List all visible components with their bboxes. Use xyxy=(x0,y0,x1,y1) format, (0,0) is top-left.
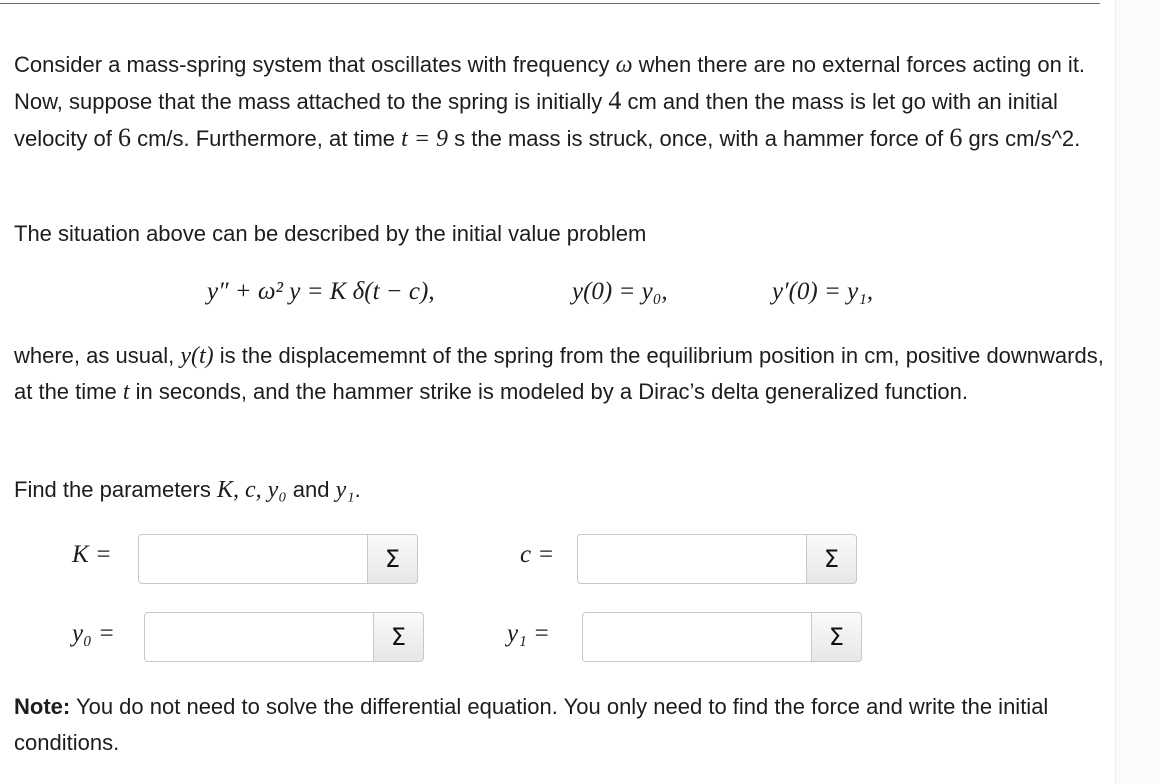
sigma-icon: Σ xyxy=(823,545,840,573)
initial-condition-y1: y′(0) = y₁, xyxy=(772,278,874,305)
k-sigma-button[interactable] xyxy=(368,534,418,584)
variable-description: where, as usual, y(t) is the displacememnt of the spring from the equilibrium position in cm, positive downwards, at the time t in seconds, and the hammer strike is modeled by a Dirac’s delta generalized function. xyxy=(14,343,1104,405)
initial-position-value: 4 xyxy=(608,86,622,115)
y0-sigma-button[interactable] xyxy=(374,612,424,662)
omega-symbol: ω xyxy=(615,52,633,78)
y1-label: y₁ = xyxy=(507,620,550,647)
note xyxy=(14,689,1104,761)
strike-time-expr: t = 9 xyxy=(401,126,449,152)
initial-condition-y0: y(0) = y₀, xyxy=(572,278,668,305)
top-divider xyxy=(0,3,1100,4)
y1-input[interactable] xyxy=(582,612,812,662)
ode-equation: y″ + ω² y = K δ(t − c), xyxy=(207,278,435,305)
ivp-intro: The situation above can be described by the initial value problem xyxy=(14,221,647,246)
sigma-icon: Σ xyxy=(384,545,401,573)
problem-statement: Consider a mass-spring system that oscillates with frequency ω when there are no external forces acting on it. Now, suppose that the mass attached to the spring is initially 4 cm and then the mass is let go with an initial velocity of 6 cm/s. Furthermore, at time t = 9 s the mass is struck, once, with a hammer force of 6 grs cm/s^2. xyxy=(14,52,1086,152)
hammer-force-value: 6 xyxy=(949,123,963,152)
note-text: You do not need to solve the differential equation. You only need to find the force and write the initial conditions. xyxy=(14,694,1049,755)
y0-input[interactable] xyxy=(144,612,374,662)
c-label: c = xyxy=(520,541,555,568)
initial-velocity-value: 6 xyxy=(117,123,131,152)
note-label: Note: xyxy=(14,694,71,719)
c-input[interactable] xyxy=(577,534,807,584)
y1-sigma-button[interactable] xyxy=(812,612,862,662)
y0-label: y₀ = xyxy=(72,620,115,647)
k-label: K = xyxy=(72,541,112,568)
sigma-icon: Σ xyxy=(390,623,407,651)
scrollbar-track[interactable] xyxy=(1115,0,1160,784)
sigma-icon: Σ xyxy=(828,623,845,651)
k-input[interactable] xyxy=(138,534,368,584)
c-sigma-button[interactable] xyxy=(807,534,857,584)
find-parameters-prompt: Find the parameters K, c, y₀ and y₁. xyxy=(14,477,361,503)
